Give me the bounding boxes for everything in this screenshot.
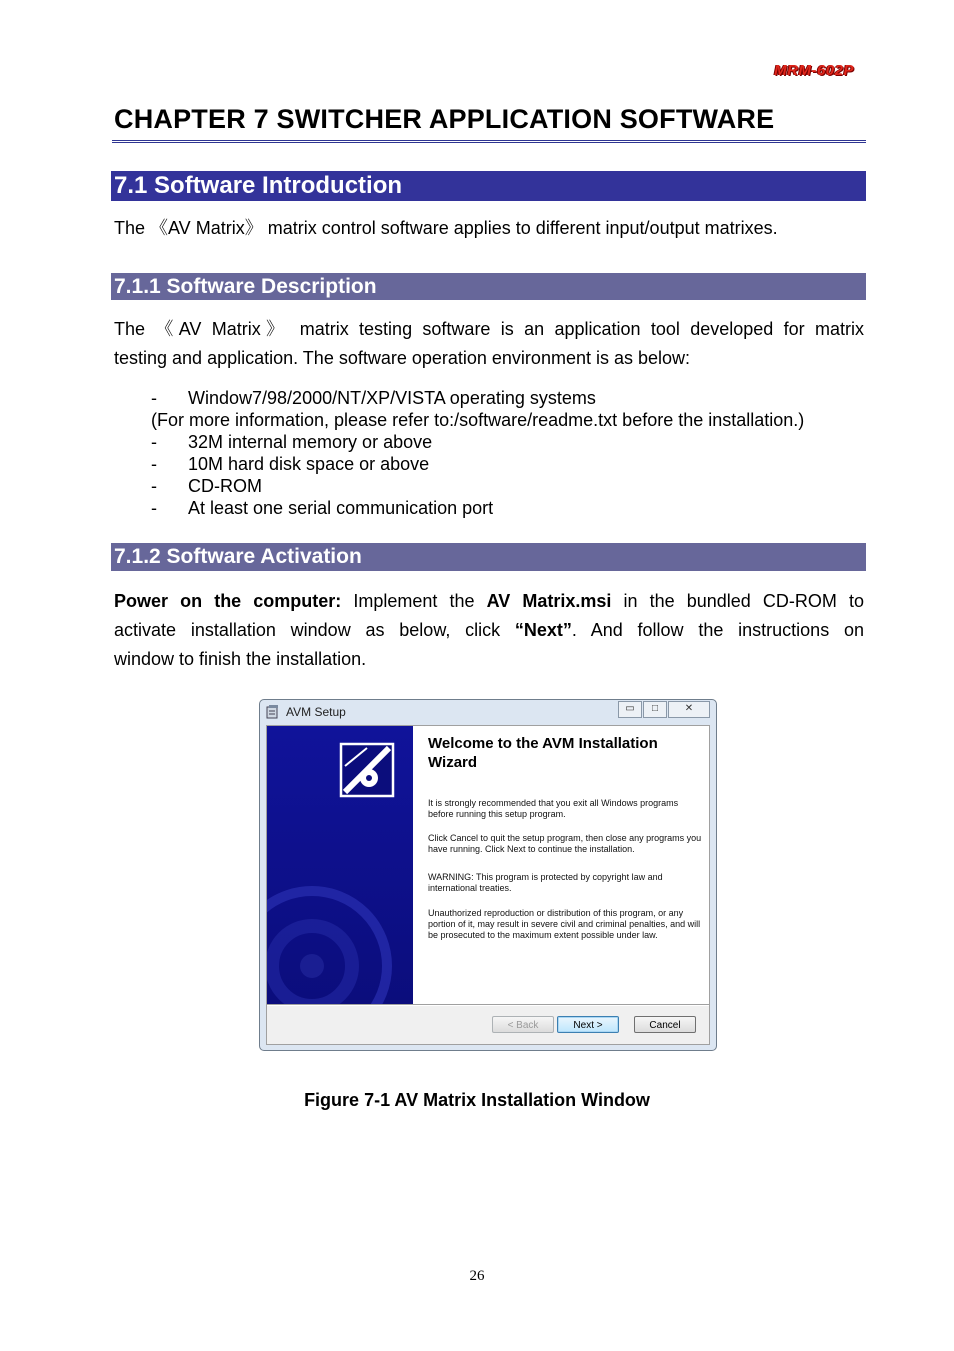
wizard-heading: Welcome to the AVM Installation Wizard — [428, 735, 658, 771]
window-title: AVM Setup — [286, 705, 346, 719]
wizard-paragraph-3: WARNING: This program is protected by copyright law and international treaties. — [428, 872, 663, 893]
section-7-1-heading: 7.1 Software Introduction — [111, 171, 866, 201]
section-7-1-2-text — [114, 587, 864, 674]
page-number: 26 — [469, 1268, 485, 1284]
section-7-1-1-text — [114, 315, 864, 373]
maximize-button[interactable]: □ — [643, 701, 667, 718]
close-button[interactable]: ✕ — [668, 701, 710, 718]
section-7-1-2-line-3: window to finish the installation. — [114, 649, 367, 669]
button-separator — [267, 1004, 709, 1006]
installer-window — [259, 699, 717, 1051]
back-button[interactable]: < Back — [492, 1016, 554, 1033]
list-item: (For more information, please refer to:/software/readme.txt before the installation.) — [151, 410, 805, 430]
figure-caption: Figure 7-1 AV Matrix Installation Window — [304, 1090, 650, 1110]
list-item: - 10M hard disk space or above — [151, 454, 430, 474]
list-item: - CD-ROM — [151, 476, 262, 496]
chapter-title: CHAPTER 7 SWITCHER APPLICATION SOFTWARE — [114, 104, 775, 134]
list-item: - 32M internal memory or above — [151, 432, 433, 452]
requirements-list — [151, 387, 871, 519]
next-button[interactable]: Next > — [557, 1016, 619, 1033]
wizard-banner — [267, 726, 413, 1004]
chapter-rule — [112, 140, 866, 143]
section-7-1-1-heading: 7.1.1 Software Description — [111, 273, 866, 300]
wizard-client-area — [266, 725, 710, 1045]
section-7-1-text: The 《AV Matrix》 matrix control software applies to different input/output matrixes. — [114, 218, 778, 238]
list-item: - At least one serial communication port — [151, 498, 494, 518]
section-7-1-1-line-2: testing and application. The software operation environment is as below: — [114, 348, 691, 368]
window-controls — [617, 701, 710, 718]
minimize-button[interactable]: ▭ — [618, 701, 642, 718]
wizard-paragraph-2: Click Cancel to quit the setup program, then close any programs you have running. Click Next to continue the installation. — [428, 833, 702, 854]
brand-logo: MRM-602P — [774, 62, 854, 79]
list-item: - Window7/98/2000/NT/XP/VISTA operating systems — [151, 388, 596, 408]
cancel-button[interactable]: Cancel — [634, 1016, 696, 1033]
wizard-paragraph-1: It is strongly recommended that you exit all Windows programs before running this setup program. — [428, 798, 679, 819]
section-7-1-2-line-1: Power on the computer: Implement the AV Matrix.msi in the bundled CD-ROM to — [114, 591, 864, 611]
wizard-content — [413, 726, 709, 1004]
setup-app-icon — [266, 704, 280, 719]
section-7-1-1-line-1: The 《AV Matrix》 matrix testing software is an application tool developed for matrix — [114, 319, 864, 339]
section-7-1-2-heading: 7.1.2 Software Activation — [111, 543, 866, 571]
installer-cd-icon — [267, 726, 413, 1004]
wizard-paragraph-4: Unauthorized reproduction or distribution of this program, or any portion of it, may result in severe civil and criminal penalties, and will be prosecuted to the maximum extent possible under law. — [428, 908, 701, 940]
section-7-1-2-line-2: activate installation window as below, click “Next”. And follow the instructions on — [114, 620, 865, 640]
